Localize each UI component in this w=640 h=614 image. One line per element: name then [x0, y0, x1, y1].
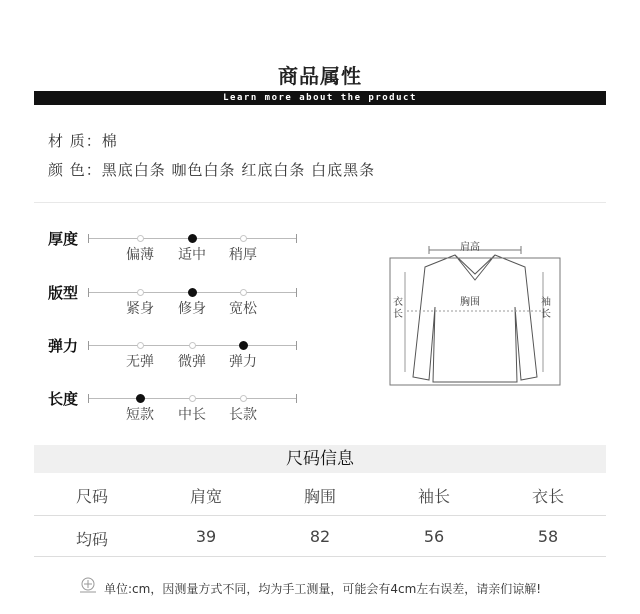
table-cell: 56	[423, 527, 445, 546]
rating-option: 宽松	[229, 301, 257, 317]
rating-dot	[240, 235, 247, 242]
chest-label: 胸围	[460, 297, 480, 308]
table-cell: 尺码	[75, 487, 108, 506]
divider	[34, 202, 606, 203]
rating-option: 紧身	[126, 301, 154, 317]
rating-dot-selected	[188, 288, 197, 297]
rating-option: 微弹	[178, 354, 206, 370]
rating-option: 偏薄	[126, 247, 154, 263]
sleeve-label: 袖长	[541, 297, 551, 320]
body-length-label: 衣长	[393, 297, 403, 320]
rating-option: 长款	[229, 407, 257, 423]
rating-option: 无弹	[126, 354, 154, 370]
material-row	[48, 130, 118, 151]
rating-label: 厚度	[48, 230, 79, 248]
rating-tick	[296, 288, 297, 297]
table-cell: 衣长	[531, 487, 564, 506]
material-label: 材 质：	[48, 132, 102, 150]
rating-tick	[296, 234, 297, 243]
rating-tick	[88, 341, 89, 350]
rating-option: 中长	[178, 407, 206, 423]
table-cell: 58	[537, 527, 559, 546]
rating-option: 弹力	[229, 354, 257, 370]
table-cell: 肩宽	[189, 487, 222, 506]
rating-dot-selected	[136, 394, 145, 403]
rating-tick	[88, 288, 89, 297]
rating-label: 长度	[48, 390, 79, 408]
rating-tick	[296, 394, 297, 403]
table-cell: 均码	[75, 530, 108, 549]
color-row	[48, 159, 375, 180]
rating-dot-selected	[188, 234, 197, 243]
rating-option: 稍厚	[229, 247, 257, 263]
rating-option: 短款	[126, 407, 154, 423]
rating-dot	[240, 289, 247, 296]
rating-label: 版型	[48, 284, 79, 302]
subtitle-bar	[34, 91, 606, 105]
page-title: 商品属性	[278, 64, 362, 88]
rating-dot	[137, 235, 144, 242]
rating-label: 弹力	[48, 337, 79, 355]
table-cell: 袖长	[417, 487, 450, 506]
subtitle-text: Learn more about the product	[223, 93, 417, 103]
rating-dot	[240, 395, 247, 402]
rating-dot	[189, 395, 196, 402]
rating-option: 修身	[178, 301, 206, 317]
garment-diagram	[385, 232, 565, 392]
table-cell: 胸围	[303, 487, 336, 506]
rating-tick	[88, 234, 89, 243]
rating-tick	[296, 341, 297, 350]
table-divider	[34, 556, 606, 557]
color-value: 黑底白条 咖色白条 红底白条 白底黑条	[101, 161, 376, 179]
table-divider	[34, 515, 606, 516]
ruler-icon	[78, 576, 98, 594]
table-cell: 82	[309, 527, 331, 546]
size-section-title: 尺码信息	[34, 445, 606, 473]
rating-dot-selected	[239, 341, 248, 350]
rating-dot	[137, 289, 144, 296]
rating-dot	[137, 342, 144, 349]
rating-option: 适中	[178, 247, 206, 263]
rating-tick	[88, 394, 89, 403]
shoulder-label: 肩高	[460, 242, 480, 253]
material-value: 棉	[101, 132, 118, 150]
table-cell: 39	[195, 527, 217, 546]
measure-note: 单位:cm，因测量方式不同，均为手工测量，可能会有4cm左右误差，请亲们谅解!	[104, 582, 542, 596]
color-label: 颜 色：	[48, 161, 102, 179]
rating-dot	[189, 342, 196, 349]
